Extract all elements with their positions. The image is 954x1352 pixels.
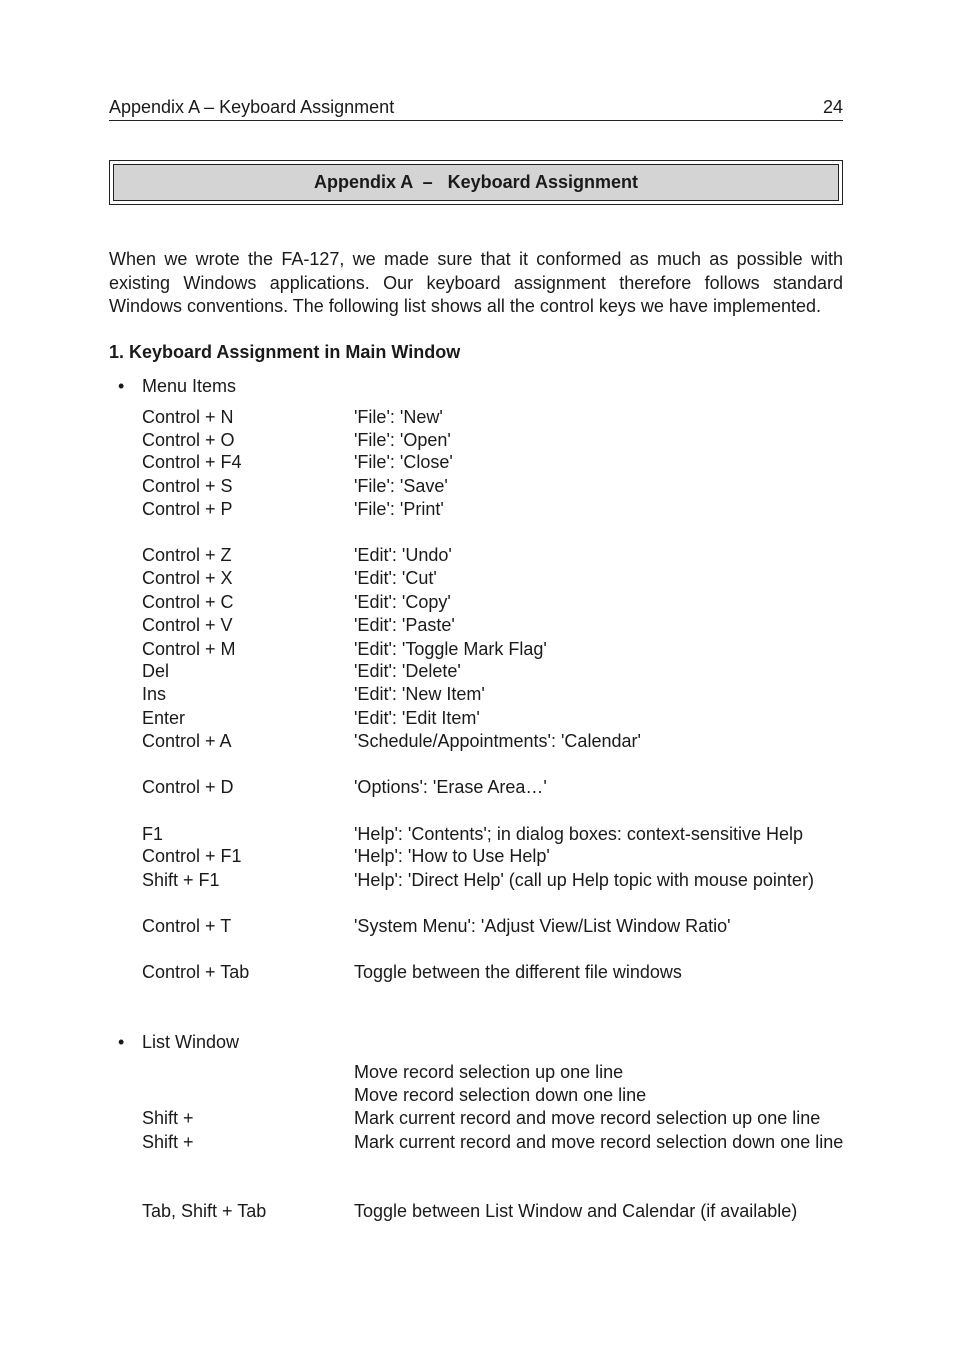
shortcut-row [142, 429, 844, 452]
shortcut-row [142, 406, 844, 429]
menu-items-bullet [118, 375, 236, 397]
shortcut-desc: 'Edit': 'Paste' [354, 615, 455, 635]
shortcut-key: Control + X [142, 568, 233, 588]
shortcut-key: Shift + [142, 1108, 194, 1128]
shortcut-desc: 'File': 'New' [354, 407, 443, 427]
shortcut-row [142, 1200, 844, 1223]
shortcut-row [142, 544, 844, 567]
shortcut-desc: 'Edit': 'Copy' [354, 592, 451, 612]
shortcut-desc: 'File': 'Save' [354, 476, 448, 496]
shortcut-desc: 'File': 'Print' [354, 499, 444, 519]
appendix-title: Appendix A – Keyboard Assignment [113, 164, 839, 201]
shortcut-key: Control + C [142, 592, 234, 612]
page-number: 24 [822, 97, 843, 117]
shortcut-row [142, 1084, 844, 1107]
menu-items-label: Menu Items [142, 376, 237, 396]
shortcut-desc: Toggle between List Window and Calendar (if available) [354, 1201, 798, 1221]
shortcut-desc: 'Edit': 'Edit Item' [354, 708, 480, 728]
shortcut-desc: 'Schedule/Appointments': 'Calendar' [354, 731, 641, 751]
shortcut-key: Tab, Shift + Tab [142, 1201, 267, 1221]
shortcut-key [142, 1084, 354, 1107]
shortcut-row [142, 823, 844, 846]
shortcut-key: Shift + [142, 1132, 194, 1152]
shortcut-desc: 'System Menu': 'Adjust View/List Window Ratio' [354, 916, 731, 936]
shortcut-key: Control + T [142, 916, 232, 936]
shortcut-row [142, 845, 844, 868]
shortcut-desc: 'Options': 'Erase Area…' [354, 777, 547, 797]
shortcut-row [142, 451, 844, 474]
shortcut-key: Control + Z [142, 545, 232, 565]
shortcut-key: Control + D [142, 777, 234, 797]
shortcut-key: Ins [142, 684, 167, 704]
section-heading: 1. Keyboard Assignment in Main Window [109, 342, 461, 362]
header-title: Appendix A – Keyboard Assignment [109, 97, 395, 117]
shortcut-row [142, 915, 844, 938]
shortcut-desc: 'Help': 'How to Use Help' [354, 846, 550, 866]
shortcut-row [142, 1131, 844, 1154]
shortcut-row [142, 776, 844, 799]
shortcut-row [142, 498, 844, 521]
shortcut-desc: Move record selection down one line [354, 1085, 647, 1105]
shortcut-row [142, 1061, 844, 1084]
shortcut-desc: 'File': 'Close' [354, 452, 453, 472]
shortcut-key: Control + S [142, 476, 233, 496]
shortcut-row [142, 683, 844, 706]
shortcut-key: Control + M [142, 639, 236, 659]
shortcut-key: Shift + F1 [142, 870, 220, 890]
shortcut-key: Enter [142, 708, 186, 728]
shortcut-row [142, 961, 844, 984]
shortcut-row [142, 660, 844, 683]
shortcut-key: Control + V [142, 615, 233, 635]
shortcut-key: Control + Tab [142, 962, 250, 982]
shortcut-desc: 'Edit': 'New Item' [354, 684, 485, 704]
shortcut-key: Control + P [142, 499, 233, 519]
bullet-icon: • [118, 376, 125, 396]
shortcut-desc: Mark current record and move record selection down one line [354, 1132, 844, 1152]
list-window-bullet [118, 1031, 239, 1053]
shortcut-key: Del [142, 661, 170, 681]
shortcut-desc: 'Edit': 'Undo' [354, 545, 452, 565]
list-window-label: List Window [142, 1032, 240, 1052]
shortcut-row [142, 707, 844, 730]
shortcut-desc: Mark current record and move record selection up one line [354, 1108, 821, 1128]
shortcut-key: Control + F4 [142, 452, 242, 472]
shortcut-desc: 'File': 'Open' [354, 430, 451, 450]
shortcut-row [142, 730, 844, 753]
shortcut-row [142, 567, 844, 590]
shortcut-desc: Toggle between the different file windows [354, 962, 682, 982]
shortcut-key: Control + O [142, 430, 235, 450]
shortcut-row [142, 638, 844, 661]
shortcut-desc: 'Edit': 'Delete' [354, 661, 461, 681]
shortcut-row [142, 869, 844, 892]
shortcut-desc: 'Edit': 'Toggle Mark Flag' [354, 639, 547, 659]
shortcut-row [142, 1107, 844, 1130]
shortcut-desc: 'Help': 'Direct Help' (call up Help topic with mouse pointer) [354, 870, 814, 890]
shortcut-desc: 'Edit': 'Cut' [354, 568, 437, 588]
shortcut-key: F1 [142, 824, 164, 844]
shortcut-desc: 'Help': 'Contents'; in dialog boxes: context-sensitive Help [354, 824, 803, 844]
page-header [109, 96, 843, 121]
shortcut-key: Control + A [142, 731, 232, 751]
shortcut-row [142, 614, 844, 637]
shortcut-key [142, 1061, 354, 1084]
shortcut-key: Control + F1 [142, 846, 242, 866]
shortcut-row [142, 475, 844, 498]
bullet-icon: • [118, 1032, 125, 1052]
shortcut-key: Control + N [142, 407, 234, 427]
shortcut-row [142, 591, 844, 614]
shortcut-desc: Move record selection up one line [354, 1062, 624, 1082]
intro-paragraph: When we wrote the FA-127, we made sure that it conformed as much as possible with existing Windows applications. Our keyboard assignment therefore follows standard Windows conventions. The following list shows all the control keys we have implemented. [109, 249, 843, 316]
appendix-title-box [109, 160, 843, 205]
